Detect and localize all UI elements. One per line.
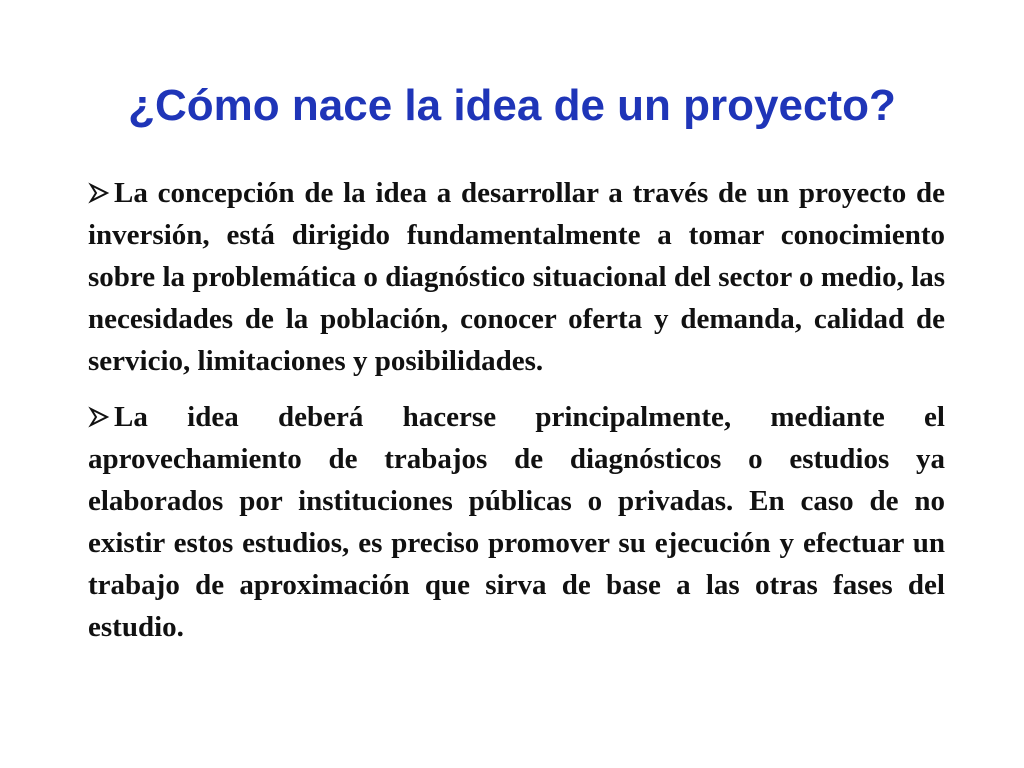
bullet-item-1 [88,172,945,382]
arrow-bullet-icon [88,406,110,428]
arrow-bullet-icon [88,182,110,204]
bullet-list [88,172,945,662]
bullet-item-2 [88,396,945,648]
bullet-text-1: La concepción de la idea a desarrollar a través de un proyecto de inversión, está dirigido fundamentalmente a tomar conocimiento sobre la problemática o diagnóstico situacional del sector o medio, las necesidades de la población, conocer oferta y demanda, calidad de servicio, limitaciones y posibilidades. [88,177,945,377]
slide-title: ¿Cómo nace la idea de un proyecto? [128,81,896,130]
bullet-text-2: La idea deberá hacerse principalmente, mediante el aprovechamiento de trabajos de diagnósticos o estudios ya elaborados por instituciones públicas o privadas. En caso de no existir estos estudios, es preciso promover su ejecución y efectuar un trabajo de aproximación que sirva de base a las otras fases del estudio. [88,401,945,643]
